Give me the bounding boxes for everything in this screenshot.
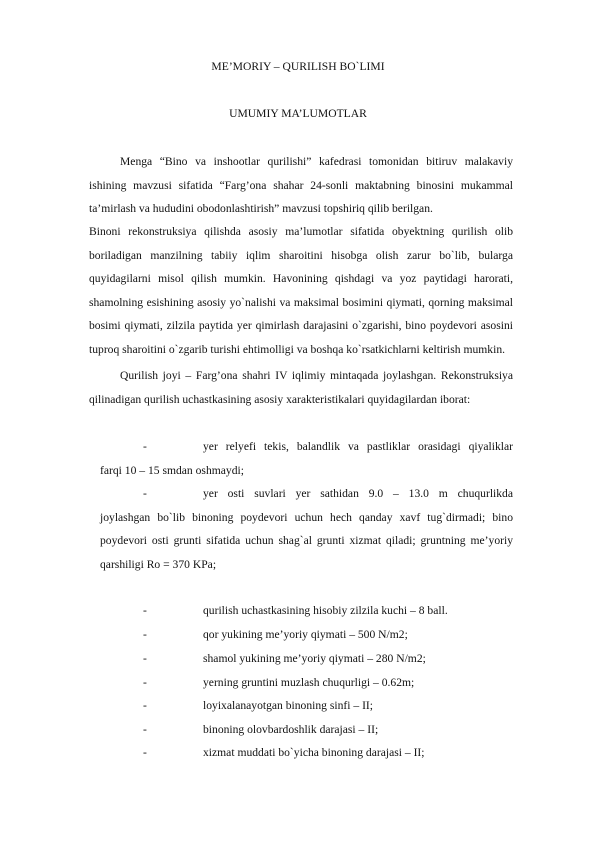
- list-item-continuation: farqi 10 – 15 smdan oshmaydi;: [100, 463, 244, 477]
- list-item: [100, 647, 513, 671]
- list-dash: -: [143, 699, 147, 712]
- list-item: [100, 741, 513, 765]
- list-dash: -: [143, 723, 147, 736]
- list-item-text: shamol yukining me’yoriy qiymati – 280 N/m2;: [203, 652, 426, 665]
- list-item: [100, 694, 513, 718]
- list-item: [100, 599, 513, 623]
- list-dash: -: [143, 676, 147, 689]
- list-dash: -: [143, 604, 147, 617]
- list-item: [100, 482, 513, 576]
- list-item-text: xizmat muddati bo`yicha binoning darajasi – II;: [203, 746, 425, 759]
- subtitle: UMUMIY MA’LUMOTLAR: [229, 107, 367, 120]
- paragraph-intro: Menga “Bino va inshootlar qurilishi” kafedrasi tomonidan bitiruv malakaviy ishining mavzusi sifatida “Farg’ona shahar 24-sonli maktabning binosini mukammal ta’mirlash va hududini obodonlashtirish” mavzusi topshiriq qilib berilgan.: [89, 155, 513, 216]
- list-dash: -: [143, 487, 147, 500]
- list-item-continuation: joylashgan bo`lib binoning poydevori uchun hech qanday xavf tug`dirmadi; bino poydevori osti grunti sifatida uchun shag`al grunti xizmat qiladi; gruntning me’yoriy qarshiligi Ro = 370 KPa;: [100, 510, 513, 571]
- list-dash: -: [143, 652, 147, 665]
- list-item: [100, 671, 513, 695]
- list-item-text: qurilish uchastkasining hisobiy zilzila kuchi – 8 ball.: [203, 604, 448, 617]
- list-item-text: binoning olovbardoshlik darajasi – II;: [203, 723, 379, 736]
- section-title: ME’MORIY – QURILISH BO`LIMI: [211, 60, 385, 73]
- list-item-text: yer relyefi tekis, balandlik va pastliklar orasidagi qiyaliklar: [203, 440, 513, 453]
- list-item: [100, 623, 513, 647]
- list-dash: -: [143, 628, 147, 641]
- list-item: [100, 435, 513, 482]
- paragraph-site: Qurilish joyi – Farg’ona shahri IV iqlimiy mintaqada joylashgan. Rekonstruksiya qilinadigan qurilish uchastkasining asosiy xarakteristikalari quyidagilardan iborat:: [89, 369, 513, 406]
- list-item-text: yerning gruntini muzlash chuqurligi – 0.62m;: [203, 676, 415, 689]
- list-item: [100, 718, 513, 742]
- list-item-text: loyixalanayotgan binoning sinfi – II;: [203, 699, 374, 712]
- list-item-text: qor yukining me’yoriy qiymati – 500 N/m2;: [203, 628, 408, 641]
- list-dash: -: [143, 746, 147, 759]
- paragraph-climate: Binoni rekonstruksiya qilishda asosiy ma’lumotlar sifatida obyektning qurilish olib boriladigan manzilning tabiiy iqlim sharoitini hisobga olish zarur bo`lib, bularga quyidagilarni misol qilish mumkin. Havonining qishdagi va yoz paytidagi harorati, shamolning esishining asosiy yo`nalishi va maksimal bosimini qiymati, qorning maksimal bosimi qiymati, zilzila paytida yer qimirlash darajasini o`zgarishi, bino poydevori asosini tuproq sharoitini o`zgarib turishi ehtimolligi va boshqa ko`rsatkichlarni keltirish mumkin.: [89, 225, 513, 356]
- list-item-text: yer osti suvlari yer sathidan 9.0 – 13.0 m chuqurlikda: [203, 487, 513, 500]
- list-dash: -: [143, 440, 147, 453]
